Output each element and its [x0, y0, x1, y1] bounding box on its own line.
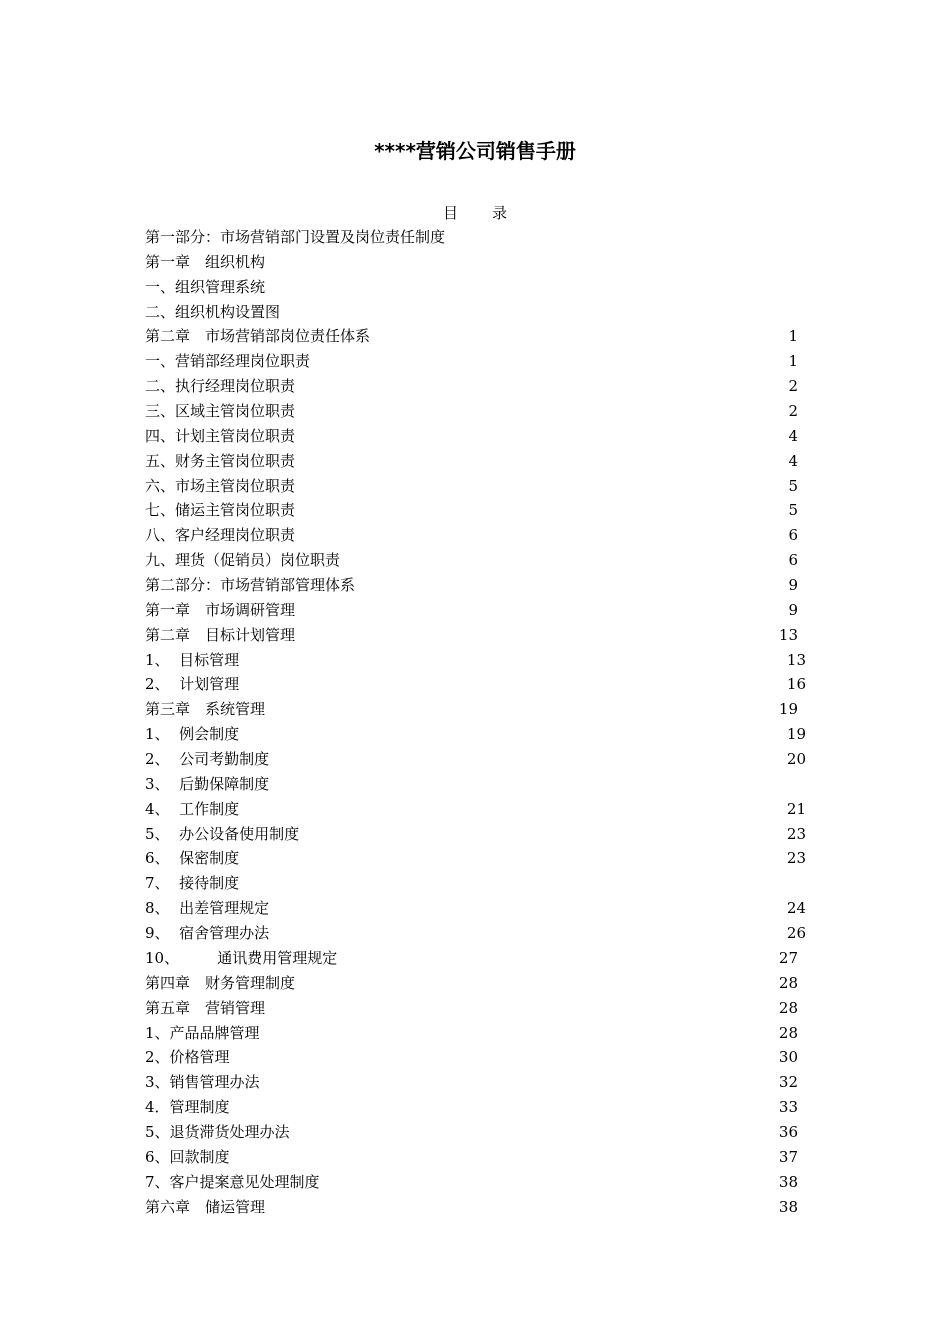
toc-label: 三、区域主管岗位职责 [145, 402, 296, 421]
toc-page-number: 26 [786, 924, 806, 943]
toc-row [145, 896, 810, 921]
toc-label: 第四章 财务管理制度 [145, 973, 296, 992]
toc-row [145, 474, 810, 499]
toc-page-number: 16 [786, 675, 806, 694]
toc-page-number: 6 [788, 526, 798, 545]
toc-row [145, 1021, 810, 1046]
toc-page-number: 13 [786, 650, 806, 669]
toc-row [145, 722, 810, 747]
toc-row [145, 1045, 810, 1070]
toc-page-number: 13 [778, 625, 798, 644]
toc-page-number: 9 [788, 600, 798, 619]
toc-label: 六、市场主管岗位职责 [145, 476, 296, 495]
toc-page-number: 6 [788, 551, 798, 570]
toc-row [145, 996, 810, 1021]
toc-page-number: 23 [786, 824, 806, 843]
toc-page-number: 19 [786, 725, 806, 744]
toc-label: 3、 后勤保障制度 [145, 774, 270, 793]
toc-row [145, 573, 810, 598]
toc-page-number: 1 [788, 327, 798, 346]
toc-row [145, 225, 810, 250]
toc-label: 6、 保密制度 [145, 849, 240, 868]
toc-row [145, 1070, 810, 1095]
toc-page-number: 5 [788, 501, 798, 520]
toc-label: 10、 通讯费用管理规定 [145, 948, 338, 967]
toc-row [145, 324, 810, 349]
toc-label: 四、计划主管岗位职责 [145, 426, 296, 445]
toc-label: 第二部分：市场营销部管理体系 [145, 576, 356, 595]
toc-label: 一、营销部经理岗位职责 [145, 352, 311, 371]
toc-label: 9、 宿舍管理办法 [145, 924, 270, 943]
toc-row [145, 498, 810, 523]
toc-label: 4．管理制度 [145, 1098, 230, 1117]
toc-heading [0, 201, 950, 225]
toc-page-number: 20 [786, 750, 806, 769]
toc-label: 第五章 营销管理 [145, 998, 266, 1017]
toc-row [145, 300, 810, 325]
toc-page-number: 24 [786, 899, 806, 918]
toc-row [145, 1095, 810, 1120]
toc-page-number: 28 [778, 973, 798, 992]
toc-page-number: 9 [788, 576, 798, 595]
toc-label: 第六章 储运管理 [145, 1197, 266, 1216]
toc-row [145, 921, 810, 946]
toc-label: 第一章 市场调研管理 [145, 600, 296, 619]
toc-label: 5、 办公设备使用制度 [145, 824, 300, 843]
toc-page-number: 5 [788, 476, 798, 495]
toc-page-number: 2 [788, 402, 798, 421]
toc-page-number: 21 [786, 799, 806, 818]
toc-row [145, 399, 810, 424]
document-title: ****营销公司销售手册 [374, 139, 576, 163]
toc-row [145, 1145, 810, 1170]
toc-row [145, 747, 810, 772]
toc-page-number: 38 [778, 1197, 798, 1216]
toc-label: 九、理货（促销员）岗位职责 [145, 551, 341, 570]
toc-row [145, 772, 810, 797]
toc-row [145, 548, 810, 573]
toc-label: 2、价格管理 [145, 1048, 230, 1067]
toc-row [145, 1195, 810, 1220]
toc-page-number: 28 [778, 1023, 798, 1042]
toc-page-number: 23 [786, 849, 806, 868]
table-of-contents [145, 225, 810, 1219]
toc-label: 1、 目标管理 [145, 650, 240, 669]
toc-row [145, 598, 810, 623]
toc-label: 2、 计划管理 [145, 675, 240, 694]
toc-row [145, 374, 810, 399]
toc-page-number: 33 [778, 1098, 798, 1117]
toc-label: 1、产品品牌管理 [145, 1023, 260, 1042]
toc-label: 八、客户经理岗位职责 [145, 526, 296, 545]
toc-row [145, 1120, 810, 1145]
toc-row [145, 846, 810, 871]
toc-page-number: 32 [778, 1073, 798, 1092]
toc-row [145, 697, 810, 722]
toc-label: 第一章 组织机构 [145, 252, 266, 271]
toc-label: 第二章 市场营销部岗位责任体系 [145, 327, 371, 346]
toc-label: 7、客户提案意见处理制度 [145, 1172, 320, 1191]
toc-row [145, 822, 810, 847]
toc-page-number: 30 [778, 1048, 798, 1067]
toc-row [145, 250, 810, 275]
toc-page-number: 4 [788, 451, 798, 470]
toc-row [145, 523, 810, 548]
toc-page-number: 19 [778, 700, 798, 719]
toc-row [145, 971, 810, 996]
toc-label: 8、 出差管理规定 [145, 899, 270, 918]
toc-row [145, 424, 810, 449]
toc-label: 一、组织管理系统 [145, 277, 266, 296]
toc-label: 3、销售管理办法 [145, 1073, 260, 1092]
toc-label: 七、储运主管岗位职责 [145, 501, 296, 520]
toc-label: 5、退货滞货处理办法 [145, 1122, 290, 1141]
toc-row [145, 648, 810, 673]
toc-row [145, 623, 810, 648]
toc-page-number: 36 [778, 1122, 798, 1141]
toc-page-number: 27 [778, 948, 798, 967]
toc-label: 4、 工作制度 [145, 799, 240, 818]
toc-label: 第一部分：市场营销部门设置及岗位责任制度 [145, 228, 446, 246]
toc-row [145, 797, 810, 822]
toc-label: 第三章 系统管理 [145, 700, 266, 719]
toc-heading-right: 录 [492, 204, 508, 222]
toc-row [145, 672, 810, 697]
toc-label: 五、财务主管岗位职责 [145, 451, 296, 470]
toc-page-number: 2 [788, 377, 798, 396]
toc-label: 2、 公司考勤制度 [145, 750, 270, 769]
toc-heading-left: 目 [442, 204, 458, 222]
toc-page-number: 38 [778, 1172, 798, 1191]
toc-label: 6、回款制度 [145, 1147, 230, 1166]
toc-label: 二、执行经理岗位职责 [145, 377, 296, 396]
toc-page-number: 4 [788, 426, 798, 445]
toc-page-number: 37 [778, 1147, 798, 1166]
toc-row [145, 871, 810, 896]
toc-label: 第二章 目标计划管理 [145, 625, 296, 644]
toc-page-number: 28 [778, 998, 798, 1017]
toc-row [145, 449, 810, 474]
toc-row [145, 946, 810, 971]
toc-label: 1、 例会制度 [145, 725, 240, 744]
toc-page-number: 1 [788, 352, 798, 371]
toc-label: 二、组织机构设置图 [145, 302, 281, 321]
toc-label: 7、 接待制度 [145, 874, 240, 893]
toc-row [145, 349, 810, 374]
toc-row [145, 275, 810, 300]
toc-row [145, 1170, 810, 1195]
